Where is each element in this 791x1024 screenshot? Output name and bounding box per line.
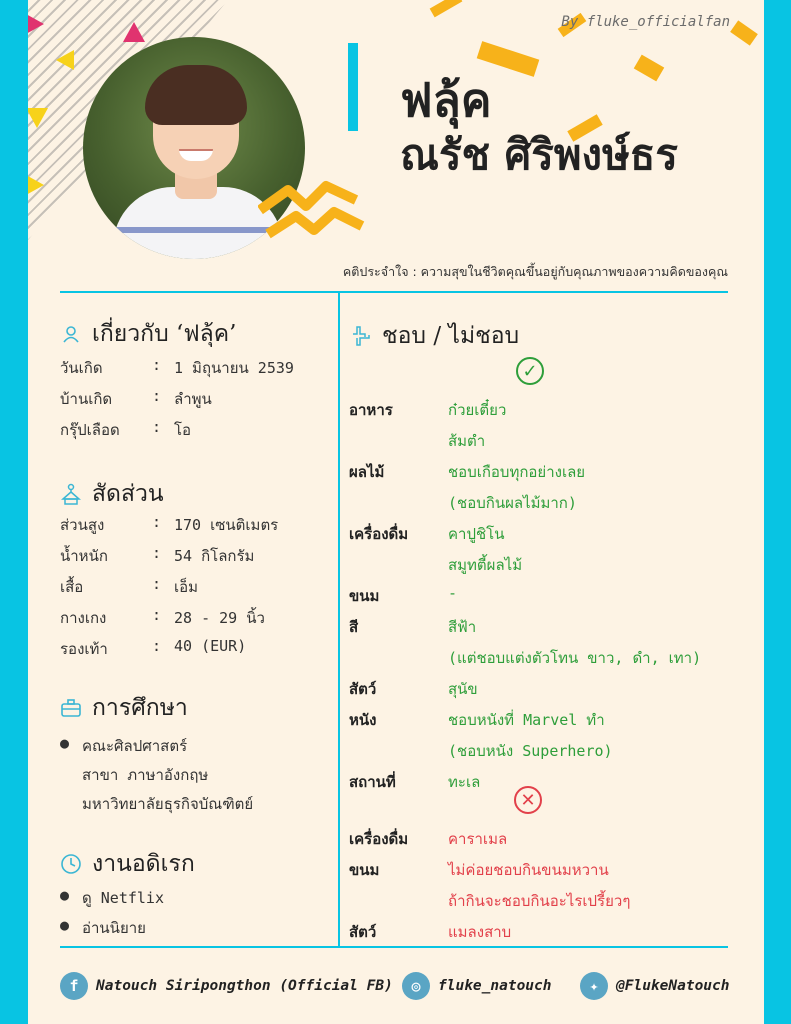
twitter-icon: ✦ [580, 972, 608, 1000]
thumbs-icon [350, 325, 372, 347]
dislike-value: แมลงสาบ [448, 923, 512, 941]
facebook-link[interactable] [60, 972, 393, 1000]
like-value: สีฟ้า [448, 618, 477, 636]
preferences-title [350, 318, 519, 354]
like-key: ผลไม้ [349, 463, 385, 481]
like-value: ทะเล [448, 773, 481, 791]
dislike-key: สัตว์ [349, 923, 377, 941]
like-key: เครื่องดื่ม [349, 525, 409, 543]
education-title-text: การศึกษา [92, 695, 188, 721]
twitter-label: @FlukeNatouch [616, 978, 730, 994]
like-value: (ชอบหนัง Superhero) [448, 742, 613, 760]
accent-bar [348, 43, 358, 131]
dash-decoration [730, 20, 758, 45]
about-row: บ้านเกิด : ลำพูน [60, 387, 212, 408]
fullname-title: ณรัช ศิริพงษ์ธร [400, 130, 678, 179]
like-key: สี [349, 618, 359, 636]
dislike-key: เครื่องดื่ม [349, 830, 409, 848]
like-key: สถานที่ [349, 773, 396, 791]
education-title [60, 690, 188, 726]
nickname-title: ฟลุ้ค [400, 73, 492, 127]
dislike-cross-icon: ✕ [514, 786, 542, 814]
like-key: หนัง [349, 711, 377, 729]
preferences-title-text: ชอบ / ไม่ชอบ [382, 323, 520, 349]
like-key: อาหาร [349, 401, 393, 419]
clock-icon [60, 853, 82, 875]
triangle-decoration [28, 175, 44, 195]
dislike-value: ถ้ากินจะชอบกินอะไรเปรี้ยวๆ [448, 892, 631, 910]
motto-text: คติประจำใจ : ความสุขในชีวิตคุณขึ้นอยู่กับคุณภาพของความคิดของคุณ [342, 264, 728, 279]
like-value: สมูทตี้ผลไม้ [448, 556, 523, 574]
dash-decoration [430, 0, 463, 17]
triangle-decoration [28, 14, 44, 34]
instagram-link[interactable] [402, 972, 552, 1000]
proportion-row: ส่วนสูง : 170 เซนติเมตร [60, 513, 279, 534]
top-divider [60, 291, 728, 293]
twitter-link[interactable] [580, 972, 730, 1000]
about-row: วันเกิด : 1 มิถุนายน 2539 [60, 356, 294, 377]
hobbies-title-text: งานอดิเรก [92, 851, 195, 877]
proportions-title [60, 476, 164, 512]
like-value: ส้มตำ [448, 432, 486, 450]
like-value: คาปูชิโน [448, 525, 505, 543]
proportion-row: เสื้อ : เอ็ม [60, 575, 199, 596]
about-row: กรุ๊ปเลือด : โอ [60, 418, 192, 439]
like-key: สัตว์ [349, 680, 377, 698]
like-value: - [448, 584, 458, 602]
triangle-decoration [123, 22, 145, 42]
about-title-text: เกี่ยวกับ ‘ฟลุ้ค’ [92, 321, 237, 347]
about-title [60, 316, 236, 352]
proportion-row: กางเกง : 28 - 29 นิ้ว [60, 606, 265, 627]
triangle-decoration [28, 108, 48, 128]
triangle-decoration [56, 50, 74, 70]
dash-decoration [634, 55, 665, 82]
education-item: ● คณะศิลปศาสตร์ [60, 734, 188, 755]
facebook-label: Natouch Siripongthon (Official FB) [96, 978, 393, 994]
proportions-title-text: สัดส่วน [92, 481, 164, 507]
dislike-key: ขนม [349, 861, 380, 879]
instagram-icon: ◎ [402, 972, 430, 1000]
user-icon [60, 323, 82, 345]
zigzag-decoration [258, 170, 368, 240]
facebook-icon: f [60, 972, 88, 1000]
instagram-label: fluke_natouch [438, 978, 552, 994]
credit-text: By fluke_officialfan [561, 14, 730, 30]
like-check-icon: ✓ [516, 357, 544, 385]
proportion-row: น้ำหนัก : 54 กิโลกรัม [60, 544, 255, 565]
hobbies-title [60, 846, 195, 882]
proportion-row: รองเท้า : 40 (EUR) [60, 637, 247, 658]
education-line: มหาวิทยาลัยธุรกิจบัณฑิตย์ [82, 795, 254, 813]
profile-card [28, 0, 764, 1024]
hanger-icon [60, 483, 82, 505]
like-value: (ชอบกินผลไม้มาก) [448, 494, 577, 512]
like-key: ขนม [349, 587, 380, 605]
like-value: สุนัข [448, 680, 478, 698]
like-value: ชอบเกือบทุกอย่างเลย [448, 463, 586, 481]
bottom-divider [60, 946, 728, 948]
like-value: ชอบหนังที่ Marvel ทำ [448, 711, 605, 729]
dislike-value: คาราเมล [448, 830, 508, 848]
column-divider [338, 291, 340, 947]
briefcase-icon [60, 697, 82, 719]
like-value: (แต่ชอบแต่งตัวโทน ขาว, ดำ, เทา) [448, 649, 702, 667]
like-value: ก๋วยเตี๋ยว [448, 401, 507, 419]
education-line: สาขา ภาษาอังกฤษ [82, 766, 209, 784]
hobby-item: ● อ่านนิยาย [60, 916, 146, 937]
dislike-value: ไม่ค่อยชอบกินขนมหวาน [448, 861, 609, 879]
hobby-item: ● ดู Netflix [60, 886, 164, 907]
